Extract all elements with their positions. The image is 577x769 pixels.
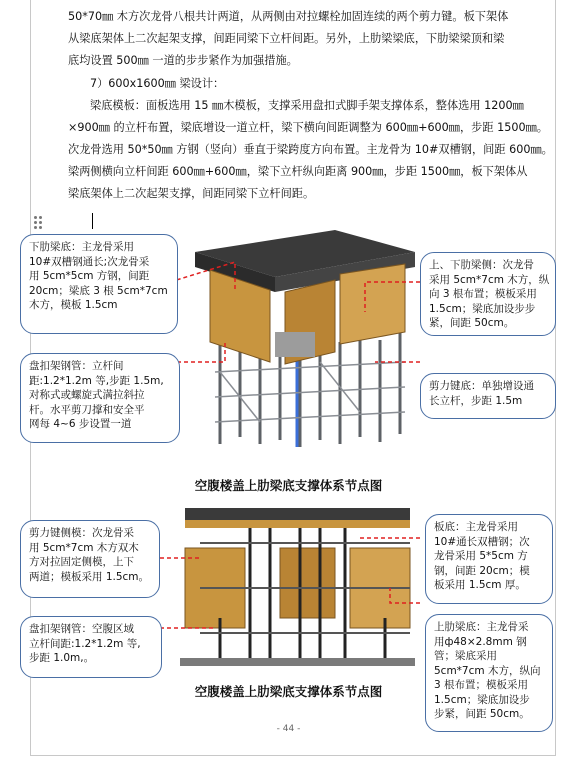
- intro-paragraph: [68, 6, 548, 72]
- callout-line: 上肋梁底：主龙骨采: [434, 621, 529, 633]
- callout-line: 上、下肋梁侧：次龙骨: [429, 259, 534, 271]
- body-line: 次龙骨选用 50*50㎜ 方钢（竖向）垂直于梁跨度方向布置。主龙骨为 10#双槽钢，间距 600㎜。: [68, 143, 553, 156]
- callout-line: 网每 4~6 步设置一道: [29, 418, 132, 430]
- callout-shear-key-side-form: [20, 520, 160, 598]
- callout-line: 10#双槽钢通长;次龙骨采: [29, 255, 150, 268]
- callout-line: 龙骨采用 5*5cm 方: [434, 550, 528, 562]
- figure2-caption: 空腹楼盖上肋梁底支撑体系节点图: [194, 684, 383, 699]
- callout-line: 步紧，间距 50cm。: [434, 708, 530, 720]
- page-number: - 44 -: [276, 724, 301, 734]
- text-cursor: [92, 213, 93, 229]
- callout-shear-key: [420, 373, 556, 419]
- callout-line: 两道；模板采用 1.5cm。: [29, 570, 150, 583]
- callout-line: 1.5cm；梁底加设步: [434, 693, 530, 706]
- figure1-illustration: [165, 222, 425, 452]
- callout-line: 采用 5cm*7cm 木方，纵: [429, 273, 550, 286]
- callout-line: 20cm；梁底 3 根 5cm*7cm: [29, 284, 168, 297]
- callout-line: 紧，间距 50cm。: [429, 317, 515, 329]
- callout-line: 盘扣架钢管：空腹区域: [29, 623, 134, 635]
- figure1-caption: 空腹楼盖上肋梁底支撑体系节点图: [194, 478, 383, 493]
- callout-scaffold-pipe: [20, 353, 180, 443]
- callout-line: 用ф48×2.8mm 钢: [434, 635, 527, 648]
- callout-rib-beam-side: [420, 252, 556, 336]
- callout-line: 杆。水平剪刀撑和安全平: [29, 403, 145, 416]
- callout-line: 用 5cm*7cm 木方双木: [29, 541, 139, 554]
- callout-line: 管；梁底采用: [434, 650, 497, 662]
- callout-scaffold-pipe-hollow: [20, 616, 162, 678]
- intro-line: 从梁底架体上二次起架支撑，间距同梁下立杆间距。另外，上肋梁梁底，下肋梁梁顶和梁: [68, 32, 505, 45]
- callout-line: 木方，模板 1.5cm: [29, 299, 118, 311]
- callout-line: 长立杆，步距 1.5m: [429, 394, 523, 407]
- callout-lower-rib-beam-bottom: [20, 234, 178, 334]
- callout-line: 用 5cm*5cm 方钢，间距: [29, 270, 150, 282]
- callout-line: 剪力键底：单独增设通: [429, 380, 534, 392]
- intro-line: 底均设置 500㎜ 一道的步步紧作为加强措施。: [68, 54, 298, 67]
- callout-line: 板采用 1.5cm 厚。: [434, 579, 526, 591]
- callout-slab-bottom: [425, 514, 553, 604]
- callout-line: 剪力键侧模：次龙骨采: [29, 527, 134, 539]
- callout-line: 距:1.2*1.2m 等,步距 1.5m,: [29, 374, 164, 387]
- figure2-illustration: [160, 508, 420, 668]
- callout-line: 对称式或螺旋式满拉斜拉: [29, 389, 145, 401]
- callout-line: 向 3 根布置；模板采用: [429, 288, 537, 300]
- callout-line: 下肋梁底：主龙骨采用: [29, 241, 134, 253]
- callout-line: 钢，间距 20cm；模: [434, 564, 530, 577]
- body-line: ×900㎜ 的立杆布置，梁底增设一道立杆，梁下横向间距调整为 600㎜+600㎜，步距 1500㎜。: [68, 121, 548, 134]
- callout-line: 3 根布置；模板采用: [434, 679, 529, 691]
- callout-line: 立杆间距:1.2*1.2m 等,: [29, 637, 141, 650]
- drag-handle-icon[interactable]: [34, 216, 42, 230]
- callout-line: 5cm*7cm 木方，纵向: [434, 664, 541, 677]
- callout-line: 步距 1.0m,。: [29, 652, 95, 664]
- body-line: 梁两侧横向立杆间距 600㎜+600㎜，梁下立杆纵向距离 900㎜，步距 1500㎜，板下架体从: [68, 165, 528, 178]
- callout-upper-rib-beam-bottom: [425, 614, 553, 732]
- callout-line: 1.5cm；梁底加设步步: [429, 302, 536, 315]
- callout-line: 10#通长双槽钢；次: [434, 535, 530, 548]
- callout-line: 方对拉固定侧模，上下: [29, 556, 134, 568]
- callout-line: 板底：主龙骨采用: [434, 521, 518, 533]
- callout-line: 盘扣架钢管：立杆间: [29, 360, 124, 372]
- body-line: 梁底模板：面板选用 15 ㎜木模板，支撑采用盘扣式脚手架支撑体系，整体选用 1200㎜: [90, 99, 524, 112]
- section-heading: 7）600x1600㎜ 梁设计：: [90, 77, 225, 90]
- intro-line: 50*70㎜ 木方次龙骨八根共计两道，从两侧由对拉螺栓加固连续的两个剪力键。板下架体: [68, 10, 509, 23]
- body-paragraph: [68, 95, 553, 205]
- body-line: 梁底架体上二次起架支撑，间距同梁下立杆间距。: [68, 187, 315, 200]
